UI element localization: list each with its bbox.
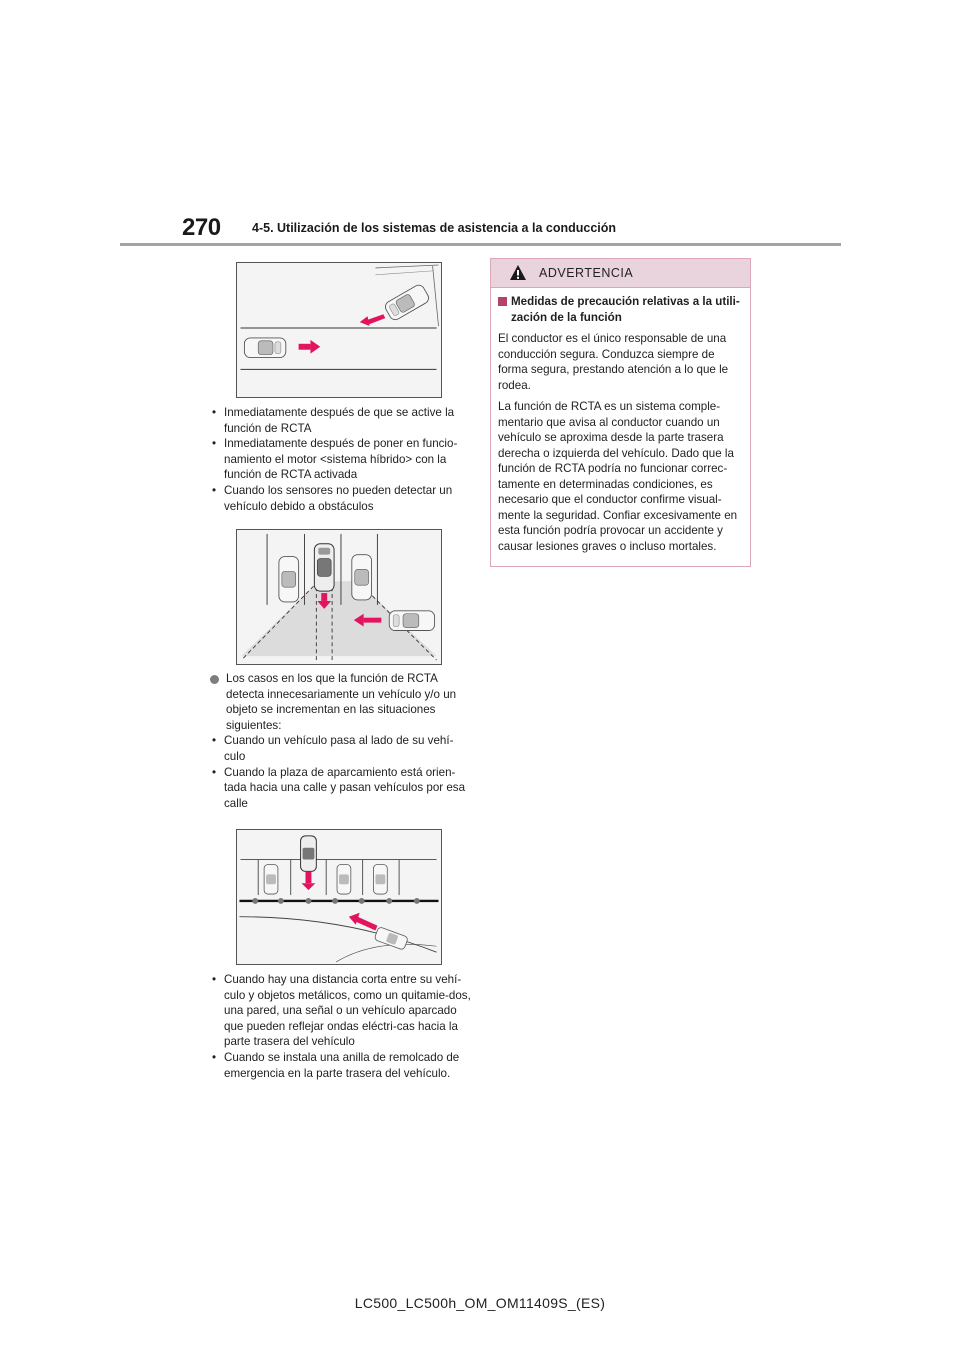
illustration-angled-parking — [237, 263, 441, 397]
list-item: • Inmediatamente después de poner en funcio-namiento el motor <sistema híbrido> con la función de RCTA activada — [212, 437, 458, 482]
warning-body — [491, 288, 750, 554]
section-title: 4-5. Utilización de los sistemas de asistencia a la conducción — [252, 221, 617, 235]
parked-car-left — [279, 557, 299, 602]
parked-car-right — [352, 555, 372, 600]
parked-car-1 — [264, 864, 278, 894]
parked-car-3 — [373, 864, 387, 894]
own-car — [301, 836, 317, 871]
square-bullet-icon — [498, 297, 507, 306]
figure-reversing-from-angled-parking — [236, 262, 442, 398]
figure-obstacles-blocking-sensors — [236, 529, 442, 665]
list-item: • Cuando un vehículo pasa al lado de su vehí-culo — [212, 734, 454, 763]
figure-metal-objects-nearby — [236, 829, 442, 965]
own-car — [314, 544, 334, 591]
list-item: • Cuando la plaza de aparcamiento está orien-tada hacia una calle y pasan vehículos por esa calle — [212, 765, 466, 810]
bullets-detection-limits — [210, 405, 472, 514]
illustration-sensor-zones — [237, 530, 441, 664]
page-header — [0, 0, 960, 250]
page-number: 270 — [182, 214, 221, 241]
note-unnecessary-detection — [210, 671, 472, 811]
warning-paragraph: El conductor es el único responsable de una conducción segura. Conduzca siempre de forma segura, prestando atención a lo que le rodea. — [498, 332, 729, 392]
list-item: • Cuando se instala una anilla de remolcado de emergencia en la parte trasera del vehículo. — [212, 1050, 460, 1080]
list-item: • Cuando hay una distancia corta entre su vehí-culo y objetos metálicos, como un quitamie-dos, una pared, una señal o un vehículo aparcado que pueden reflejar ondas eléctri-cas hacia la parte trasera del vehículo — [212, 973, 471, 1049]
header-rule — [120, 243, 841, 246]
list-item: • Cuando los sensores no pueden detectar un vehículo debido a obstáculos — [212, 483, 453, 513]
warning-subheading: Medidas de precaución relativas a la utili-zación de la función — [498, 294, 743, 325]
circle-bullet-icon — [210, 675, 219, 684]
warning-title: ADVERTENCIA — [539, 266, 634, 280]
approaching-car — [389, 611, 434, 631]
parked-car-2 — [337, 864, 351, 894]
warning-box — [490, 258, 751, 567]
approaching-car — [244, 338, 285, 358]
warning-paragraph: La función de RCTA es un sistema comple-mentario que avisa al conductor cuando un vehículo se aproxima desde la parte trasera derecha o izquierda del vehículo. Dado que la función de RCTA podría no funcionar correc-tamente en determinadas condiciones, es necesario que el conductor confirme visual-mente la seguridad. Confiar excesivamente en esta función podría provocar un accidente y causar lesiones graves o incluso mortales. — [498, 400, 738, 553]
list-item: • Inmediatamente después de que se active la función de RCTA — [212, 406, 455, 435]
illustration-guardrail — [237, 830, 441, 964]
warning-triangle-icon — [509, 264, 527, 281]
document-code: LC500_LC500h_OM_OM11409S_(ES) — [354, 1295, 606, 1311]
warning-header — [491, 259, 750, 288]
circle-note: Los casos en los que la función de RCTA detecta innecesariamente un vehículo y/o un objeto se incrementan en las situaciones siguientes: — [210, 671, 472, 733]
bullets-reflection-cases — [210, 972, 472, 1081]
